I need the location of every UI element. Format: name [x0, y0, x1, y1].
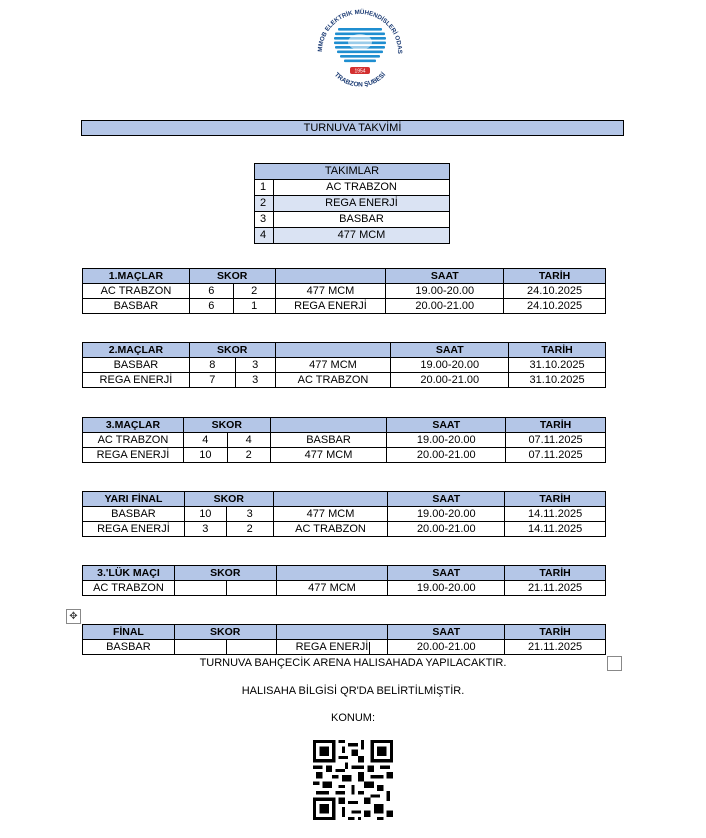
date-header: TARİH: [506, 418, 606, 433]
score-header: SKOR: [184, 492, 273, 507]
home-score: 10: [184, 507, 226, 522]
match-date: 07.11.2025: [506, 448, 606, 463]
home-team: BASBAR: [83, 507, 185, 522]
match-date: 31.10.2025: [509, 373, 606, 388]
round-2-table: [82, 342, 606, 388]
away-team: AC TRABZON: [275, 373, 391, 388]
date-header: TARİH: [504, 269, 606, 284]
match-row: [83, 507, 606, 522]
time-header: SAAT: [388, 566, 505, 581]
empty-header: [275, 269, 386, 284]
match-row: [83, 299, 606, 314]
time-header: SAAT: [388, 625, 505, 640]
home-team: BASBAR: [83, 299, 190, 314]
semi-final-table: [82, 491, 606, 537]
home-score: 3: [184, 522, 226, 537]
home-team: REGA ENERJİ: [83, 373, 190, 388]
team-number: 3: [255, 212, 274, 228]
round-3-table: [82, 417, 606, 463]
home-team: AC TRABZON: [83, 284, 190, 299]
empty-header: [270, 418, 387, 433]
match-time: 19.00-20.00: [386, 284, 504, 299]
away-team: BASBAR: [270, 433, 387, 448]
empty-header: [273, 492, 388, 507]
svg-text:TRABZON ŞUBESİ: TRABZON ŞUBESİ: [332, 71, 388, 89]
match-row: [83, 640, 606, 655]
final-table: [82, 624, 606, 655]
round-label: 1.MAÇLAR: [83, 269, 190, 284]
venue-note: TURNUVA BAHÇECİK ARENA HALISAHADA YAPILACAKTIR.: [199, 657, 507, 669]
away-team: 477 MCM: [273, 507, 388, 522]
date-header: TARİH: [505, 625, 606, 640]
home-score: 8: [189, 358, 235, 373]
round-label: 3.'LÜK MAÇI: [83, 566, 175, 581]
team-name: BASBAR: [274, 212, 450, 228]
round-1-table: [82, 268, 606, 314]
home-team: REGA ENERJİ: [83, 448, 184, 463]
home-score: 6: [189, 284, 233, 299]
team-name: AC TRABZON: [274, 180, 450, 196]
team-number: 4: [255, 228, 274, 244]
away-team: 477 MCM: [275, 358, 391, 373]
away-team: 477 MCM: [270, 448, 387, 463]
match-date: 31.10.2025: [509, 358, 606, 373]
time-header: SAAT: [386, 269, 504, 284]
round-label: 2.MAÇLAR: [83, 343, 190, 358]
match-time: 19.00-20.00: [388, 507, 505, 522]
away-score: 1: [233, 299, 275, 314]
match-row: [83, 373, 606, 388]
away-score: [226, 640, 276, 655]
date-header: TARİH: [505, 492, 606, 507]
match-date: 21.11.2025: [505, 640, 606, 655]
teams-header: TAKIMLAR: [255, 164, 450, 180]
svg-text:TMMOB ELEKTRİK MÜHENDİSLERİ OD: MMOB ELEKTRİK MÜHENDİSLERİ ODAS: [316, 8, 404, 54]
time-header: SAAT: [388, 492, 505, 507]
tmmob-logo: [310, 2, 410, 102]
match-time: 19.00-20.00: [387, 433, 506, 448]
match-date: 07.11.2025: [506, 433, 606, 448]
home-team: REGA ENERJİ: [83, 522, 185, 537]
match-date: 21.11.2025: [505, 581, 606, 596]
match-row: [83, 522, 606, 537]
away-team: REGA ENERJİ: [275, 299, 386, 314]
round-label: FİNAL: [83, 625, 175, 640]
score-header: SKOR: [183, 418, 270, 433]
away-score: 3: [235, 358, 275, 373]
match-row: [83, 284, 606, 299]
home-team: BASBAR: [83, 640, 175, 655]
home-score: 10: [183, 448, 227, 463]
away-score: 2: [227, 448, 270, 463]
match-time: 19.00-20.00: [388, 581, 505, 596]
match-date: 14.11.2025: [505, 507, 606, 522]
away-score: 3: [226, 507, 273, 522]
empty-header: [276, 566, 388, 581]
match-row: [83, 581, 606, 596]
home-score: [174, 581, 226, 596]
location-label: KONUM:: [331, 712, 375, 724]
match-time: 20.00-21.00: [388, 640, 505, 655]
info-note: HALISAHA BİLGİSİ QR'DA BELİRTİLMİŞTİR.: [241, 685, 465, 697]
text-cursor: [369, 642, 370, 654]
match-date: 24.10.2025: [504, 299, 606, 314]
time-header: SAAT: [387, 418, 506, 433]
match-date: 14.11.2025: [505, 522, 606, 537]
team-number: 2: [255, 196, 274, 212]
home-score: [174, 640, 226, 655]
round-label: 3.MAÇLAR: [83, 418, 184, 433]
empty-header: [275, 343, 391, 358]
away-score: [226, 581, 276, 596]
away-score: 2: [226, 522, 273, 537]
home-team: AC TRABZON: [83, 433, 184, 448]
away-team: REGA ENERJİ: [276, 640, 388, 655]
home-score: 4: [183, 433, 227, 448]
logo-year: 1954: [354, 68, 366, 75]
match-time: 20.00-21.00: [388, 522, 505, 537]
away-team: 477 MCM: [275, 284, 386, 299]
away-score: 3: [235, 373, 275, 388]
home-team: AC TRABZON: [83, 581, 175, 596]
third-place-table: [82, 565, 606, 596]
teams-table: [254, 163, 450, 244]
empty-header: [276, 625, 388, 640]
home-score: 7: [189, 373, 235, 388]
match-date: 24.10.2025: [504, 284, 606, 299]
score-header: SKOR: [189, 343, 275, 358]
page-title: TURNUVA TAKVİMİ: [81, 120, 624, 136]
match-time: 20.00-21.00: [386, 299, 504, 314]
team-name: REGA ENERJİ: [274, 196, 450, 212]
match-row: [83, 433, 606, 448]
match-row: [83, 358, 606, 373]
move-handle-icon[interactable]: ✥: [66, 609, 81, 624]
score-header: SKOR: [189, 269, 275, 284]
team-name: 477 MCM: [274, 228, 450, 244]
date-header: TARİH: [509, 343, 606, 358]
away-team: 477 MCM: [276, 581, 388, 596]
match-time: 19.00-20.00: [391, 358, 509, 373]
time-header: SAAT: [391, 343, 509, 358]
match-time: 20.00-21.00: [391, 373, 509, 388]
away-score: 2: [233, 284, 275, 299]
date-header: TARİH: [505, 566, 606, 581]
home-team: BASBAR: [83, 358, 190, 373]
qr-code-icon[interactable]: [313, 740, 393, 820]
match-time: 20.00-21.00: [387, 448, 506, 463]
match-row: [83, 448, 606, 463]
away-team: AC TRABZON: [273, 522, 388, 537]
round-label: YARI FİNAL: [83, 492, 185, 507]
away-score: 4: [227, 433, 270, 448]
score-header: SKOR: [174, 566, 276, 581]
score-header: SKOR: [174, 625, 276, 640]
home-score: 6: [189, 299, 233, 314]
team-number: 1: [255, 180, 274, 196]
